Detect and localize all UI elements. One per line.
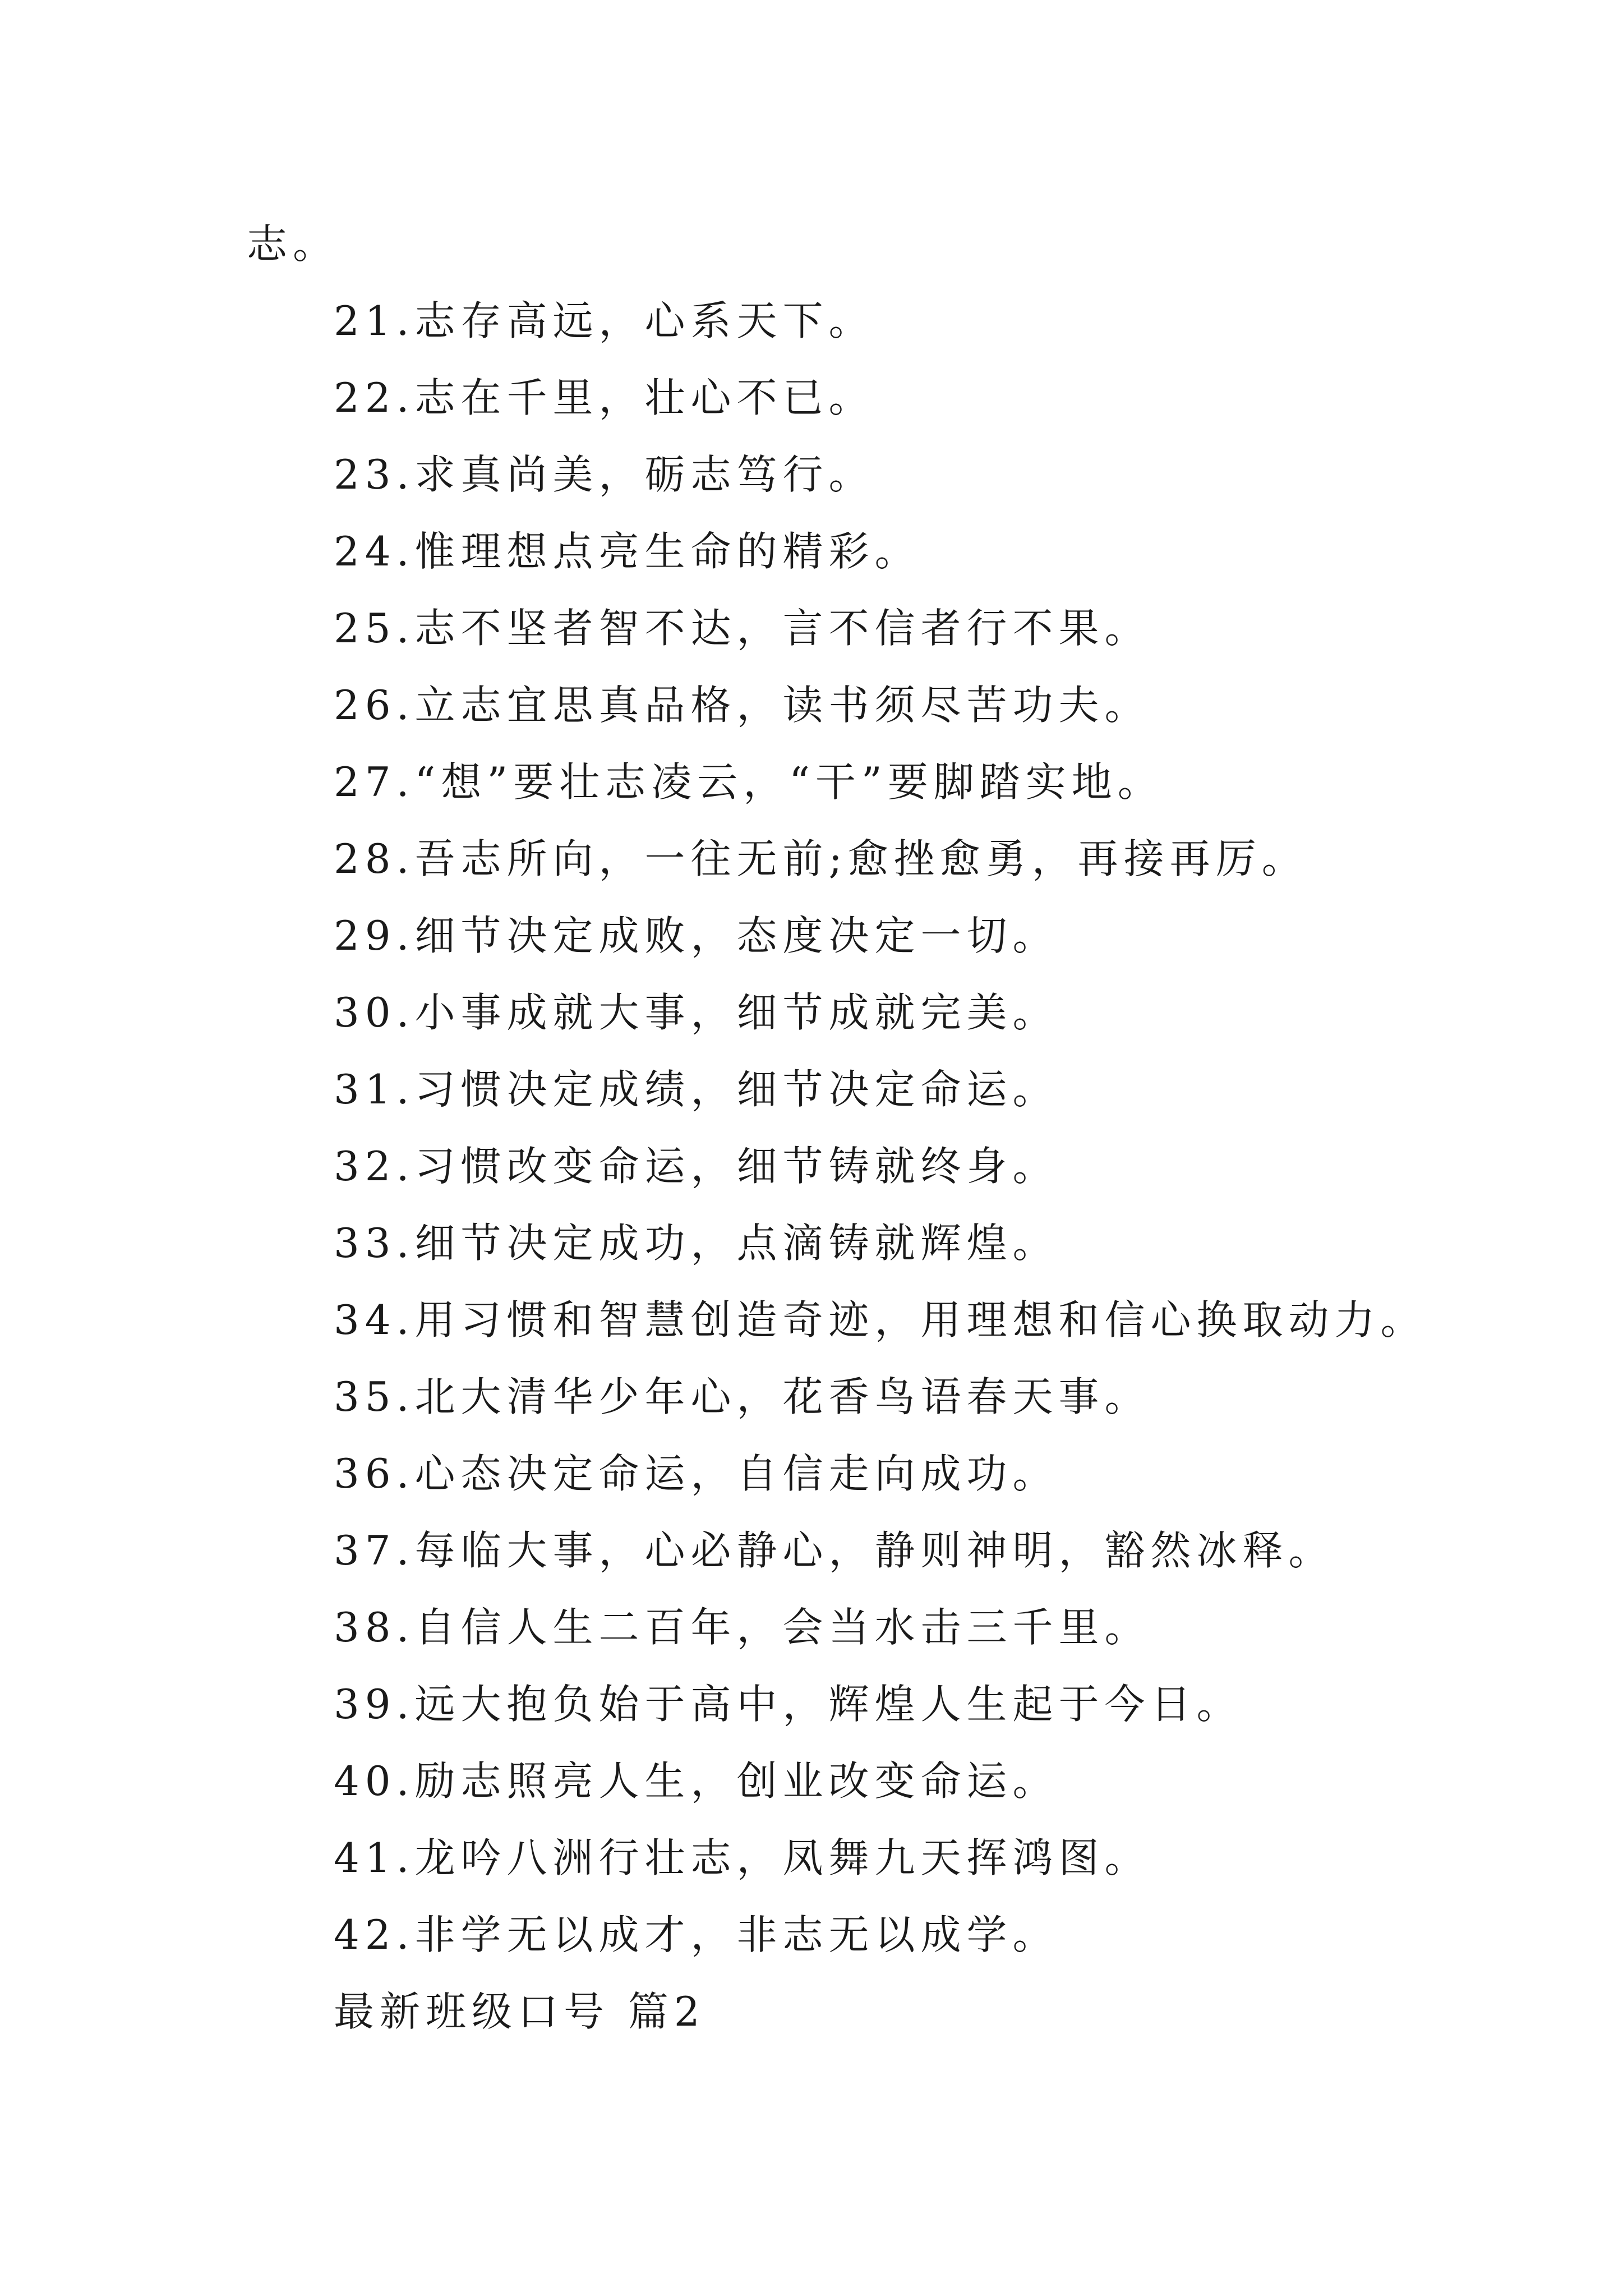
list-item: 36.心态决定命运，自信走向成功。: [334, 1450, 1059, 1497]
list-item: 22.志在千里，壮心不已。: [334, 374, 875, 421]
list-item: 26.立志宜思真品格，读书须尽苦功夫。: [334, 682, 1151, 729]
list-item: 32.习惯改变命运，细节铸就终身。: [334, 1143, 1059, 1190]
list-item: 41.龙吟八洲行壮志，凤舞九天挥鸿图。: [334, 1834, 1151, 1881]
list-item: 42.非学无以成才，非志无以成学。: [334, 1911, 1059, 1958]
list-item: 23.求真尚美，砺志笃行。: [334, 451, 875, 498]
list-item: 28.吾志所向，一往无前;愈挫愈勇，再接再厉。: [334, 835, 1308, 882]
list-item: 37.每临大事，心必静心，静则神明，豁然冰释。: [334, 1527, 1335, 1574]
list-item: 40.励志照亮人生，创业改变命运。: [334, 1757, 1059, 1805]
section-heading: 最新班级口号 篇2: [334, 1988, 706, 2035]
list-item: 27.“想”要壮志凌云，“干”要脚踏实地。: [334, 758, 1164, 806]
list-item: 31.习惯决定成绩，细节决定命运。: [334, 1066, 1059, 1113]
list-item: 34.用习惯和智慧创造奇迹，用理想和信心换取动力。: [334, 1296, 1427, 1343]
list-item: 24.惟理想点亮生命的精彩。: [334, 528, 921, 575]
list-item: 35.北大清华少年心，花香鸟语春天事。: [334, 1373, 1151, 1420]
continuation-text: 志。: [247, 220, 339, 268]
list-item: 21.志存高远，心系天下。: [334, 297, 875, 344]
list-item: 39.远大抱负始于高中，辉煌人生起于今日。: [334, 1681, 1243, 1728]
list-item: 25.志不坚者智不达，言不信者行不果。: [334, 605, 1151, 652]
list-item: 33.细节决定成功，点滴铸就辉煌。: [334, 1220, 1059, 1267]
list-item: 30.小事成就大事，细节成就完美。: [334, 989, 1059, 1036]
list-item: 29.细节决定成败，态度决定一切。: [334, 912, 1059, 959]
list-item: 38.自信人生二百年，会当水击三千里。: [334, 1604, 1151, 1651]
